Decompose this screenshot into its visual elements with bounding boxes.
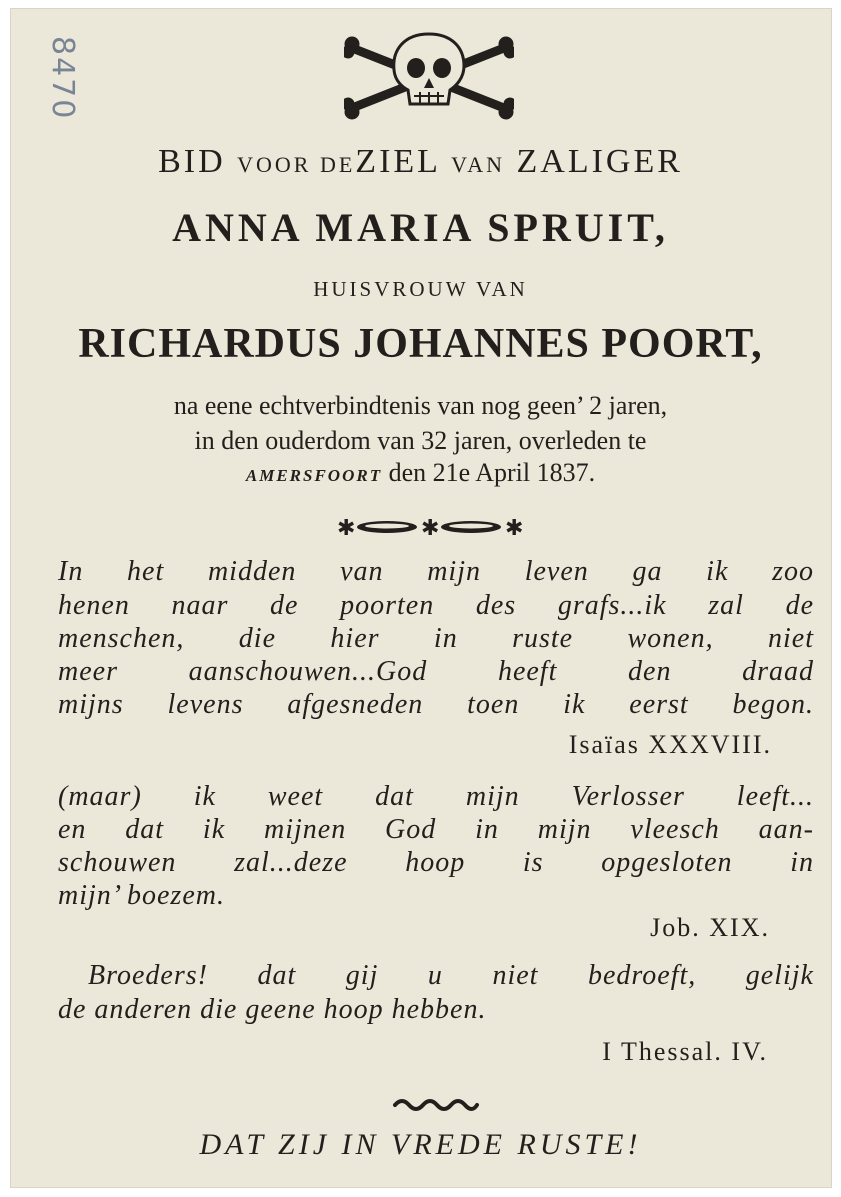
scripture-line: menschen, die hier in ruste wonen, niet xyxy=(58,623,814,654)
scripture-line: de anderen die geene hoop hebben. xyxy=(58,994,487,1025)
husband-name: RICHARDUS JOHANNES POORT, xyxy=(78,321,763,367)
death-place: AMERSFOORT xyxy=(245,466,383,485)
svg-text:✱: ✱ xyxy=(421,516,440,541)
inventory-mark: 8470 xyxy=(45,36,80,121)
skull-crossbones-icon xyxy=(344,30,514,122)
scripture-reference: Isaïas XXXVIII. xyxy=(568,730,772,759)
heading-word: ZALIGER xyxy=(516,143,683,180)
scripture-line: meer aanschouwen...God heeft den draad xyxy=(58,656,814,687)
wave-divider-icon xyxy=(393,1096,479,1112)
deceased-name: ANNA MARIA SPRUIT, xyxy=(172,205,669,250)
heading-word: BID xyxy=(158,143,226,180)
svg-text:✱: ✱ xyxy=(337,516,356,541)
scripture-reference: I Thessal. IV. xyxy=(602,1037,768,1066)
scripture-line: Broeders! dat gij u niet bedroeft, gelijk xyxy=(88,960,814,991)
ornament-divider-icon xyxy=(335,511,535,545)
scripture-line: mijns levens afgesneden toen ik eerst begon. xyxy=(58,689,814,720)
death-date: den 21e April 1837. xyxy=(388,458,596,487)
scripture-reference: Job. XIX. xyxy=(650,913,770,942)
scripture-line: schouwen zal...deze hoop is opgesloten in xyxy=(58,847,814,878)
scripture-line: en dat ik mijnen God in mijn vleesch aan- xyxy=(58,814,814,845)
closing-prayer: DAT ZIJ IN VREDE RUSTE! xyxy=(199,1128,642,1161)
memorial-card xyxy=(10,8,832,1188)
scripture-line: (maar) ik weet dat mijn Verlosser leeft... xyxy=(58,781,814,812)
scripture-line: In het midden van mijn leven ga ik zoo xyxy=(58,556,814,587)
detail-line: in den ouderdom van 32 jaren, overleden te xyxy=(194,426,647,455)
heading-word: ZIEL xyxy=(355,143,440,180)
prayer-heading xyxy=(0,143,841,181)
heading-word: VAN xyxy=(451,152,505,177)
scripture-line: mijn’ boezem. xyxy=(58,880,225,911)
detail-line: na eene echtverbindtenis van nog geen’ 2 jaren, xyxy=(173,391,668,420)
relation-label: HUISVROUW VAN xyxy=(313,277,528,301)
svg-text:✱: ✱ xyxy=(505,516,524,541)
death-date-line xyxy=(0,458,841,488)
heading-word: VOOR DE xyxy=(237,152,356,177)
scripture-line: henen naar de poorten des grafs...ik zal de xyxy=(58,590,814,621)
